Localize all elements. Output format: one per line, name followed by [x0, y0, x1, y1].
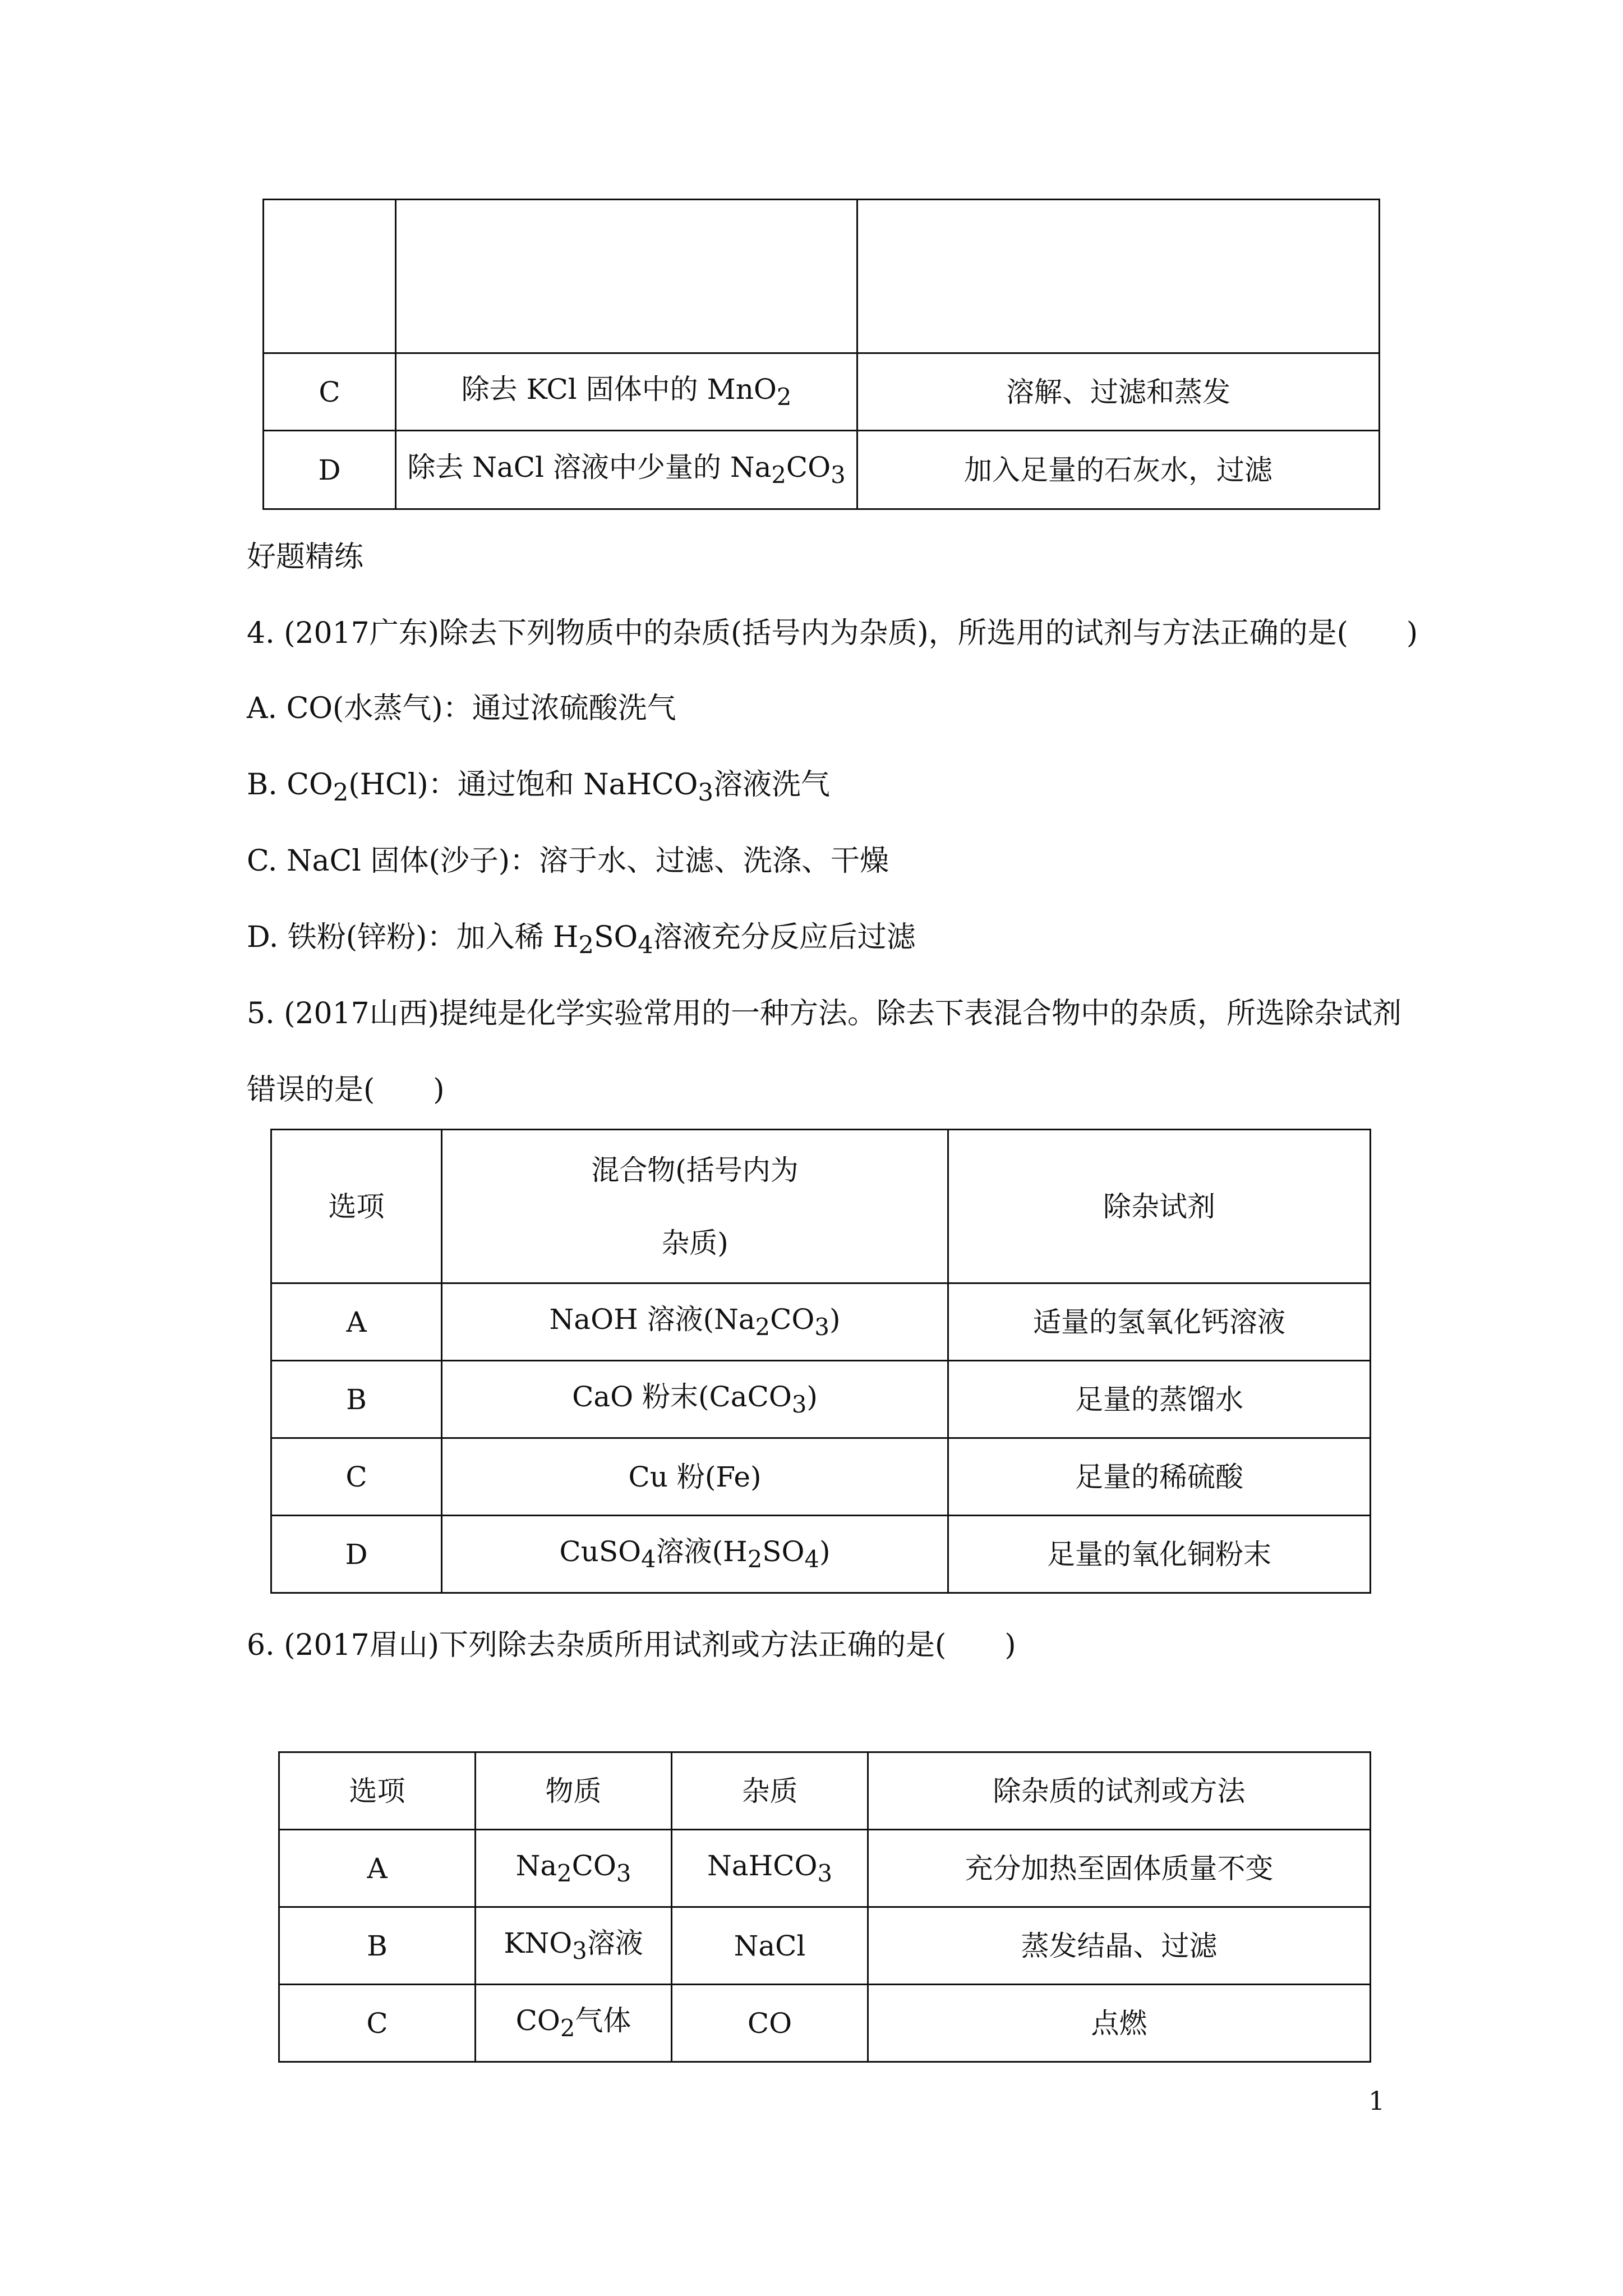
- text: SO: [762, 1535, 805, 1568]
- top-table: [262, 199, 1380, 510]
- table-row: [271, 1283, 1371, 1361]
- subscript: 2: [755, 1313, 771, 1341]
- q5-stem-line2: 错误的是( ): [247, 1073, 445, 1107]
- impurity-cell: NaCl: [672, 1907, 868, 1985]
- subscript: 2: [747, 1545, 763, 1573]
- method-cell: 溶解、过滤和蒸发: [857, 353, 1380, 431]
- table-row: [271, 1516, 1371, 1593]
- option-cell: A: [271, 1283, 442, 1361]
- q4-option-a: A. CO(水蒸气)：通过浓硫酸洗气: [247, 692, 676, 725]
- mixture-cell: [442, 1283, 948, 1361]
- text: CO: [770, 1303, 815, 1336]
- text: Na: [515, 1849, 557, 1882]
- table-row: [279, 1985, 1371, 2062]
- text: D. 铁粉(锌粉)：加入稀 H: [247, 921, 579, 954]
- mixture-cell: Cu 粉(Fe): [442, 1438, 948, 1516]
- text: (HCl)：通过饱和 NaHCO: [348, 768, 698, 802]
- impurity-cell: CO: [672, 1985, 868, 2062]
- subscript: 3: [791, 1391, 807, 1418]
- table-row: [279, 1830, 1371, 1907]
- purpose-cell: [396, 353, 857, 431]
- table-row: [271, 1361, 1371, 1438]
- subscript: 3: [831, 461, 846, 489]
- option-cell: [264, 200, 396, 353]
- header-method: 除杂质的试剂或方法: [868, 1752, 1371, 1830]
- text: 气体: [575, 2004, 631, 2037]
- text: CO: [571, 1849, 616, 1882]
- page-number: 1: [1368, 2086, 1385, 2116]
- subscript: 4: [638, 931, 653, 960]
- header-mixture: [442, 1130, 948, 1283]
- purpose-cell: [396, 200, 857, 353]
- purpose-text: 除去 NaCl 溶液中少量的 Na: [407, 451, 772, 484]
- table-row: [264, 200, 1380, 353]
- header-mixture-line1: 混合物(括号内为: [591, 1153, 799, 1186]
- subscript: 2: [333, 779, 349, 807]
- purpose-text: 除去 KCl 固体中的 MnO: [461, 373, 777, 406]
- table-row: [264, 353, 1380, 431]
- method-cell: 加入足量的石灰水，过滤: [857, 431, 1380, 509]
- substance-cell: [476, 1830, 672, 1907]
- option-cell: B: [271, 1361, 442, 1438]
- q4-option-b: [247, 761, 830, 807]
- option-cell: C: [271, 1438, 442, 1516]
- subscript: 2: [776, 383, 792, 411]
- option-cell: B: [279, 1907, 476, 1985]
- substance-cell: [476, 1907, 672, 1985]
- impurity-cell: [672, 1830, 868, 1907]
- reagent-cell: 足量的稀硫酸: [948, 1438, 1371, 1516]
- method-cell: [857, 200, 1380, 353]
- text: ): [819, 1535, 831, 1568]
- mixture-cell: [442, 1361, 948, 1438]
- q6-stem: 6. (2017眉山)下列除去杂质所用试剂或方法正确的是( ): [247, 1628, 1016, 1662]
- text: 溶液: [587, 1927, 643, 1959]
- table-row: [264, 431, 1380, 509]
- method-cell: 充分加热至固体质量不变: [868, 1830, 1371, 1907]
- q4-stem: 4. (2017广东)除去下列物质中的杂质(括号内为杂质)，所选用的试剂与方法正确的是( ): [247, 616, 1418, 650]
- subscript: 2: [578, 931, 594, 960]
- subscript: 4: [804, 1545, 820, 1573]
- subscript: 3: [814, 1313, 829, 1341]
- header-substance: 物质: [476, 1752, 672, 1830]
- reagent-cell: 足量的氧化铜粉末: [948, 1516, 1371, 1593]
- method-cell: 点燃: [868, 1985, 1371, 2062]
- purpose-text: CO: [786, 451, 831, 484]
- purpose-cell: [396, 431, 857, 509]
- option-cell: C: [264, 353, 396, 431]
- header-reagent: 除杂试剂: [948, 1130, 1371, 1283]
- subscript: 3: [817, 1860, 832, 1887]
- subscript: 2: [560, 2014, 575, 2042]
- reagent-cell: 适量的氢氧化钙溶液: [948, 1283, 1371, 1361]
- text: CuSO: [559, 1535, 642, 1568]
- q6-table: [278, 1751, 1371, 2063]
- text: 溶液充分反应后过滤: [653, 921, 916, 954]
- text: NaHCO: [707, 1849, 818, 1882]
- text: 溶液(H: [656, 1535, 748, 1568]
- method-cell: 蒸发结晶、过滤: [868, 1907, 1371, 1985]
- q4-option-c: C. NaCl 固体(沙子)：溶于水、过滤、洗涤、干燥: [247, 844, 889, 878]
- subscript: 3: [572, 1937, 587, 1964]
- text: CaO 粉末(CaCO: [572, 1381, 792, 1413]
- text: SO: [593, 921, 638, 954]
- text: 溶液洗气: [713, 768, 831, 802]
- option-cell: C: [279, 1985, 476, 2062]
- subscript: 2: [557, 1860, 572, 1887]
- table-row: [279, 1907, 1371, 1985]
- subscript: 4: [641, 1545, 656, 1573]
- subscript: 3: [698, 779, 713, 807]
- substance-cell: [476, 1985, 672, 2062]
- table-row: [271, 1438, 1371, 1516]
- q5-table: [270, 1129, 1371, 1594]
- mixture-cell: [442, 1516, 948, 1593]
- text: ): [806, 1381, 818, 1413]
- text: B. CO: [247, 768, 333, 802]
- option-cell: A: [279, 1830, 476, 1907]
- header-option: 选项: [271, 1130, 442, 1283]
- text: CO: [515, 2004, 560, 2037]
- q5-stem-line1: 5. (2017山西)提纯是化学实验常用的一种方法。除去下表混合物中的杂质，所选除杂试剂: [247, 997, 1402, 1030]
- header-mixture-line2: 杂质): [661, 1226, 728, 1259]
- reagent-cell: 足量的蒸馏水: [948, 1361, 1371, 1438]
- text: ): [829, 1303, 841, 1336]
- table-header-row: [279, 1752, 1371, 1830]
- subscript: 2: [771, 461, 786, 489]
- table-header-row: [271, 1130, 1371, 1283]
- text: KNO: [504, 1927, 573, 1959]
- section-title: 好题精练: [247, 540, 364, 574]
- option-cell: D: [264, 431, 396, 509]
- header-option: 选项: [279, 1752, 476, 1830]
- q4-option-d: [247, 913, 916, 959]
- subscript: 3: [616, 1860, 631, 1887]
- text: NaOH 溶液(Na: [549, 1303, 755, 1336]
- header-impurity: 杂质: [672, 1752, 868, 1830]
- option-cell: D: [271, 1516, 442, 1593]
